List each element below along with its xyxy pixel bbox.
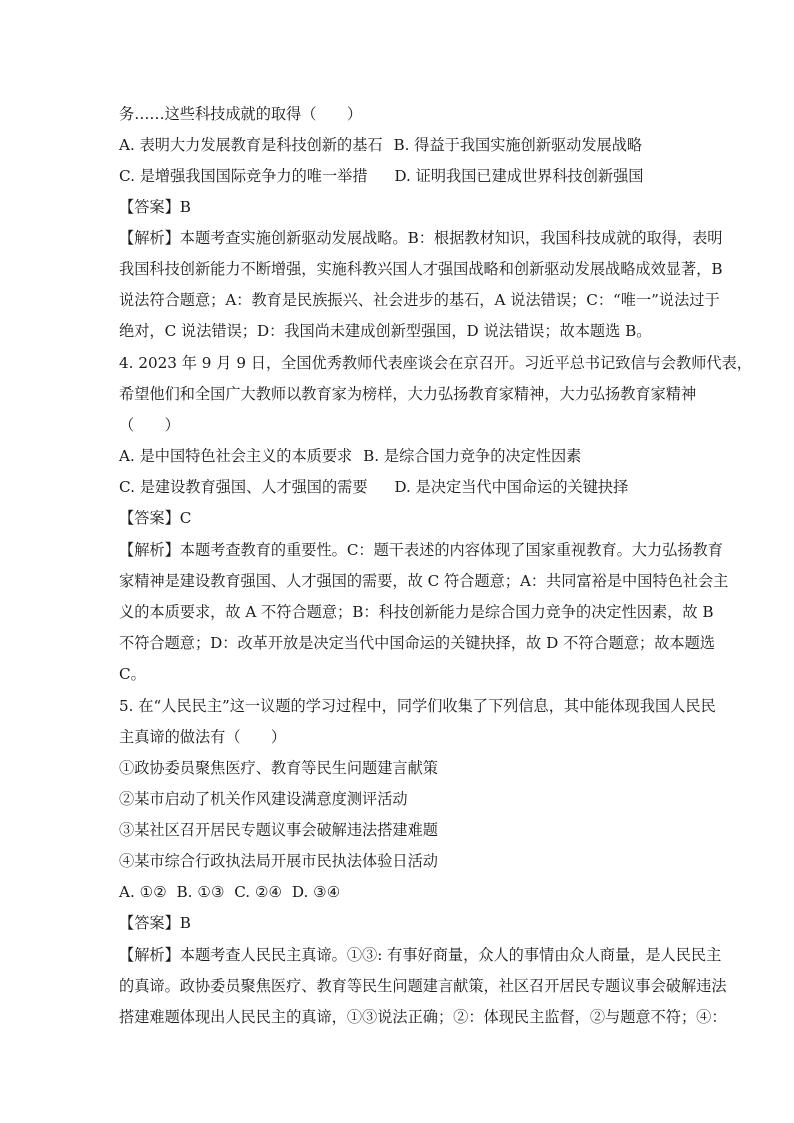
q5-stem-line: 5. 在“人民民主”这一议题的学习过程中，同学们收集了下列信息，其中能体现我国人民民 (119, 697, 716, 715)
q3-analysis-line: 【解析】本题考查实施创新驱动发展战略。B：根据教材知识，我国科技成就的取得，表明 (119, 229, 723, 247)
q5-answer: 【答案】B (119, 914, 191, 932)
q3-options-row1 (119, 135, 682, 155)
q3-option-d: D. 证明我国已建成世界科技创新强国 (394, 167, 644, 185)
q4-option-d: D. 是决定当代中国命运的关键抉择 (394, 478, 629, 496)
q5-analysis-line: 搭建难题体现出人民民主的真谛，①③说法正确；②：体现民主监督，②与题意不符；④： (119, 1008, 727, 1026)
q4-option-c: C. 是建设教育强国、人才强国的需要 (119, 478, 368, 496)
q4-stem-line: 希望他们和全国广大教师以教育家为榜样，大力弘扬教育家精神，大力弘扬教育家精神 (119, 385, 697, 403)
q3-option-b: B. 得益于我国实施创新驱动发展战略 (393, 136, 643, 154)
q5-options: A. ①② B. ①③ C. ②④ D. ③④ (119, 883, 341, 901)
q3-options-row2 (119, 166, 682, 186)
q4-analysis-line: 不符合题意；D：改革开放是决定当代中国命运的关键抉择，故 D 不符合题意；故本题选 (119, 634, 715, 652)
q4-analysis-line: 义的本质要求，故 A 不符合题意；B：科技创新能力是综合国力竞争的决定性因素，故 B (119, 603, 714, 621)
q3-answer: 【答案】B (119, 198, 191, 216)
q3-analysis-line: 说法符合题意；A：教育是民族振兴、社会进步的基石，A 说法错误；C：“唯一”说法过于 (119, 291, 720, 309)
q4-analysis-line: 家精神是建设教育强国、人才强国的需要，故 C 符合题意；A：共同富裕是中国特色社会主 (119, 572, 729, 590)
q5-item: ④某市综合行政执法局开展市民执法体验日活动 (119, 852, 438, 870)
q4-analysis-line: 【解析】本题考查教育的重要性。C：题干表述的内容体现了国家重视教育。大力弘扬教育 (119, 541, 723, 559)
q3-stem-tail: 务……这些科技成就的取得（ ） (119, 105, 362, 123)
q3-option-c: C. 是增强我国国际竞争力的唯一举措 (119, 167, 368, 185)
q5-analysis-line: 【解析】本题考查人民民主真谛。①③: 有事好商量，众人的事情由众人商量，是人民民主 (119, 946, 722, 964)
q5-stem-line: 主真谛的做法有（ ） (119, 728, 287, 746)
q4-options-row1 (119, 446, 682, 466)
q4-answer: 【答案】C (119, 509, 192, 527)
q5-item: ①政协委员聚焦医疗、教育等民生问题建言献策 (119, 759, 438, 777)
q4-analysis-line: C。 (119, 665, 146, 683)
q5-item: ③某社区召开居民专题议事会破解违法搭建难题 (119, 821, 438, 839)
q4-stem-line: （ ） (119, 416, 180, 434)
q4-stem-line: 4. 2023 年 9 月 9 日，全国优秀教师代表座谈会在京召开。习近平总书记致信与会教师代表， (119, 354, 752, 372)
q3-option-a: A. 表明大力发展教育是科技创新的基石 (119, 136, 383, 154)
q5-analysis-line: 的真谛。政协委员聚焦医疗、教育等民生问题建言献策，社区召开居民专题议事会破解违法 (119, 977, 727, 995)
q4-options-row2 (119, 477, 682, 497)
q5-item: ②某市启动了机关作风建设满意度测评活动 (119, 790, 408, 808)
q4-option-a: A. 是中国特色社会主义的本质要求 (119, 447, 353, 465)
q3-analysis-line: 绝对，C 说法错误；D：我国尚未建成创新型强国，D 说法错误；故本题选 B。 (119, 322, 652, 340)
q4-option-b: B. 是综合国力竞争的决定性因素 (363, 447, 582, 465)
q3-analysis-line: 我国科技创新能力不断增强，实施科教兴国人才强国战略和创新驱动发展战略成效显著，B (119, 260, 723, 278)
